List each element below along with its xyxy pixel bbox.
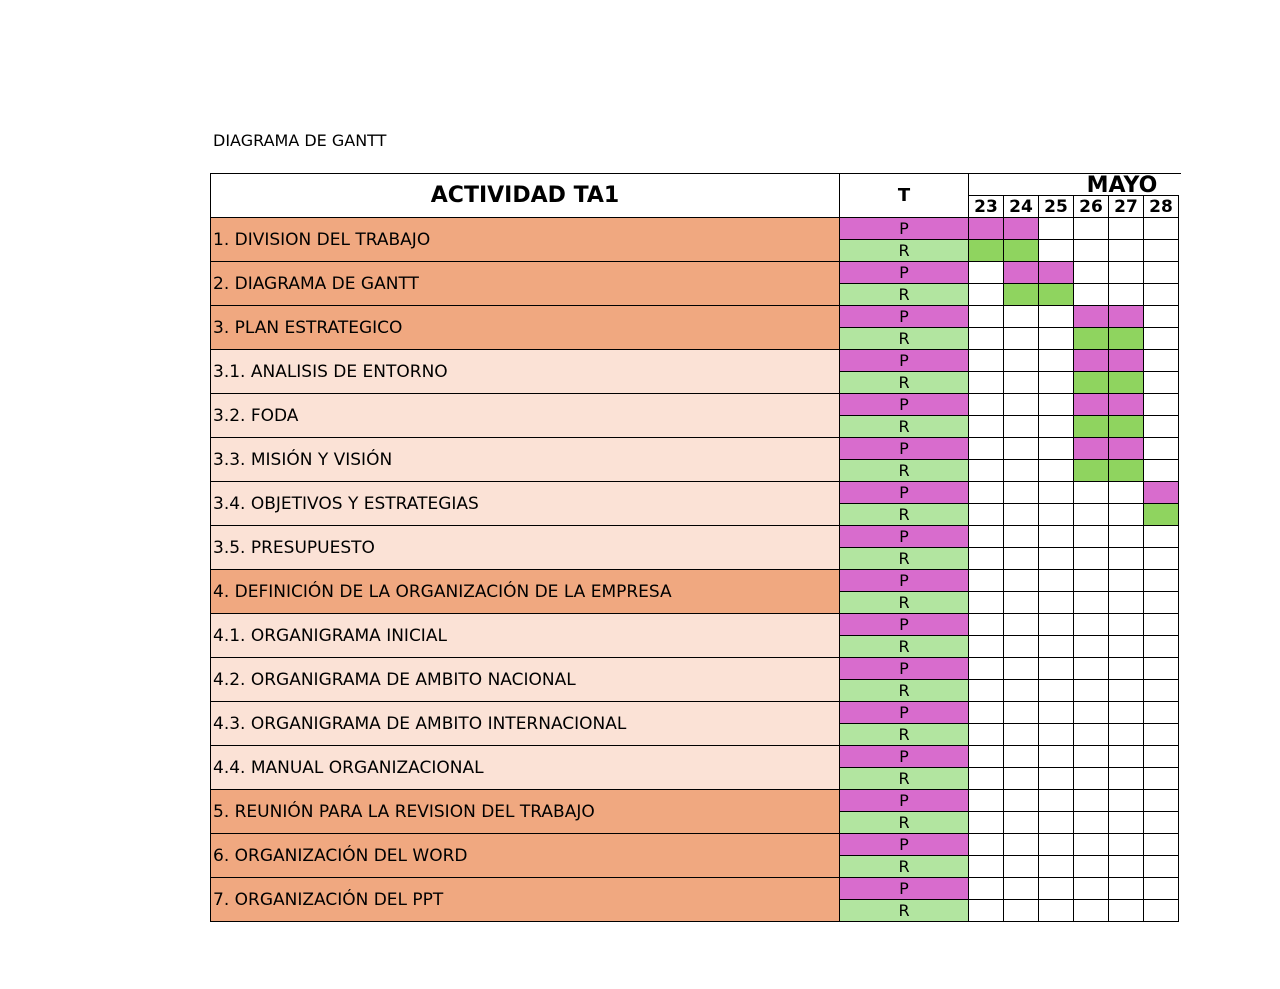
plan-day-cell-26 (1073, 349, 1109, 372)
real-day-cell-28 (1143, 767, 1179, 790)
real-day-cell-24 (1003, 767, 1039, 790)
real-day-cell-26 (1073, 723, 1109, 746)
real-day-cell-24 (1003, 855, 1039, 878)
plan-day-cell-27 (1108, 745, 1144, 768)
activity-row-label: 4.3. ORGANIGRAMA DE AMBITO INTERNACIONAL (210, 701, 840, 746)
plan-day-cell-28 (1143, 305, 1179, 328)
real-day-cell-25 (1038, 679, 1074, 702)
real-day-cell-27 (1108, 591, 1144, 614)
real-day-cell-24 (1003, 591, 1039, 614)
real-day-cell-28 (1143, 459, 1179, 482)
real-day-cell-24 (1003, 679, 1039, 702)
activity-row-label: 4. DEFINICIÓN DE LA ORGANIZACIÓN DE LA EMPRESA (210, 569, 840, 614)
real-day-cell-26 (1073, 283, 1109, 306)
plan-day-cell-24 (1003, 393, 1039, 416)
real-day-cell-26 (1073, 371, 1109, 394)
real-day-cell-27 (1108, 459, 1144, 482)
real-day-cell-27 (1108, 503, 1144, 526)
plan-day-cell-23 (968, 569, 1004, 592)
plan-day-cell-23 (968, 833, 1004, 856)
plan-day-cell-23 (968, 481, 1004, 504)
real-indicator: R (839, 679, 969, 702)
real-day-cell-27 (1108, 723, 1144, 746)
real-day-cell-26 (1073, 811, 1109, 834)
plan-day-cell-23 (968, 305, 1004, 328)
plan-indicator: P (839, 349, 969, 372)
plan-day-cell-25 (1038, 745, 1074, 768)
plan-day-cell-26 (1073, 833, 1109, 856)
activity-row-label: 4.2. ORGANIGRAMA DE AMBITO NACIONAL (210, 657, 840, 702)
plan-day-cell-25 (1038, 657, 1074, 680)
plan-day-cell-26 (1073, 481, 1109, 504)
real-day-cell-25 (1038, 767, 1074, 790)
activity-row-label: 3.3. MISIÓN Y VISIÓN (210, 437, 840, 482)
day-header-26: 26 (1073, 195, 1109, 218)
real-day-cell-24 (1003, 547, 1039, 570)
plan-day-cell-28 (1143, 393, 1179, 416)
plan-day-cell-24 (1003, 437, 1039, 460)
real-indicator: R (839, 327, 969, 350)
real-day-cell-28 (1143, 679, 1179, 702)
real-day-cell-26 (1073, 459, 1109, 482)
plan-day-cell-25 (1038, 261, 1074, 284)
plan-day-cell-27 (1108, 349, 1144, 372)
plan-day-cell-27 (1108, 525, 1144, 548)
real-day-cell-23 (968, 239, 1004, 262)
plan-day-cell-28 (1143, 877, 1179, 900)
real-day-cell-27 (1108, 547, 1144, 570)
real-day-cell-27 (1108, 855, 1144, 878)
real-day-cell-25 (1038, 371, 1074, 394)
plan-day-cell-24 (1003, 305, 1039, 328)
real-day-cell-23 (968, 459, 1004, 482)
real-day-cell-28 (1143, 327, 1179, 350)
plan-day-cell-26 (1073, 877, 1109, 900)
plan-day-cell-28 (1143, 437, 1179, 460)
real-day-cell-25 (1038, 283, 1074, 306)
plan-day-cell-24 (1003, 481, 1039, 504)
real-day-cell-23 (968, 855, 1004, 878)
real-day-cell-27 (1108, 327, 1144, 350)
plan-indicator: P (839, 261, 969, 284)
real-day-cell-28 (1143, 635, 1179, 658)
plan-day-cell-24 (1003, 657, 1039, 680)
plan-day-cell-26 (1073, 569, 1109, 592)
plan-day-cell-23 (968, 789, 1004, 812)
plan-indicator: P (839, 789, 969, 812)
plan-day-cell-26 (1073, 305, 1109, 328)
real-day-cell-24 (1003, 899, 1039, 922)
activity-row-label: 7. ORGANIZACIÓN DEL PPT (210, 877, 840, 922)
real-day-cell-26 (1073, 415, 1109, 438)
real-day-cell-23 (968, 767, 1004, 790)
real-day-cell-23 (968, 591, 1004, 614)
real-day-cell-26 (1073, 679, 1109, 702)
real-day-cell-23 (968, 547, 1004, 570)
plan-day-cell-26 (1073, 393, 1109, 416)
plan-day-cell-25 (1038, 789, 1074, 812)
plan-indicator: P (839, 525, 969, 548)
plan-day-cell-23 (968, 349, 1004, 372)
real-day-cell-27 (1108, 239, 1144, 262)
plan-day-cell-28 (1143, 657, 1179, 680)
plan-day-cell-28 (1143, 569, 1179, 592)
plan-day-cell-23 (968, 393, 1004, 416)
real-day-cell-25 (1038, 415, 1074, 438)
activity-row-label: 3.4. OBJETIVOS Y ESTRATEGIAS (210, 481, 840, 526)
plan-indicator: P (839, 569, 969, 592)
real-day-cell-28 (1143, 283, 1179, 306)
activity-row-label: 6. ORGANIZACIÓN DEL WORD (210, 833, 840, 878)
plan-day-cell-28 (1143, 789, 1179, 812)
plan-day-cell-25 (1038, 437, 1074, 460)
plan-indicator: P (839, 393, 969, 416)
plan-day-cell-24 (1003, 569, 1039, 592)
plan-day-cell-23 (968, 657, 1004, 680)
plan-indicator: P (839, 701, 969, 724)
activity-row-label: 5. REUNIÓN PARA LA REVISION DEL TRABAJO (210, 789, 840, 834)
real-day-cell-28 (1143, 899, 1179, 922)
real-day-cell-27 (1108, 899, 1144, 922)
plan-day-cell-28 (1143, 613, 1179, 636)
plan-day-cell-25 (1038, 525, 1074, 548)
real-day-cell-23 (968, 899, 1004, 922)
day-header-24: 24 (1003, 195, 1039, 218)
real-day-cell-24 (1003, 811, 1039, 834)
real-indicator: R (839, 723, 969, 746)
plan-day-cell-25 (1038, 349, 1074, 372)
plan-day-cell-27 (1108, 305, 1144, 328)
real-indicator: R (839, 459, 969, 482)
real-day-cell-28 (1143, 855, 1179, 878)
month-header: MAYO (968, 173, 1181, 197)
plan-day-cell-24 (1003, 833, 1039, 856)
real-day-cell-26 (1073, 899, 1109, 922)
activity-row-label: 3.1. ANALISIS DE ENTORNO (210, 349, 840, 394)
real-day-cell-24 (1003, 371, 1039, 394)
plan-day-cell-28 (1143, 349, 1179, 372)
real-day-cell-26 (1073, 591, 1109, 614)
gantt-table-viewport (210, 173, 1181, 920)
plan-day-cell-25 (1038, 613, 1074, 636)
day-header-23: 23 (968, 195, 1004, 218)
real-day-cell-23 (968, 723, 1004, 746)
plan-day-cell-26 (1073, 217, 1109, 240)
real-day-cell-28 (1143, 239, 1179, 262)
plan-day-cell-24 (1003, 525, 1039, 548)
real-day-cell-27 (1108, 679, 1144, 702)
real-day-cell-24 (1003, 635, 1039, 658)
plan-day-cell-23 (968, 745, 1004, 768)
plan-day-cell-28 (1143, 261, 1179, 284)
plan-day-cell-24 (1003, 877, 1039, 900)
gantt-table (210, 173, 1181, 953)
plan-day-cell-27 (1108, 657, 1144, 680)
plan-indicator: P (839, 481, 969, 504)
plan-day-cell-28 (1143, 481, 1179, 504)
plan-day-cell-26 (1073, 789, 1109, 812)
real-day-cell-27 (1108, 283, 1144, 306)
real-day-cell-23 (968, 503, 1004, 526)
real-day-cell-25 (1038, 459, 1074, 482)
plan-day-cell-24 (1003, 217, 1039, 240)
real-day-cell-24 (1003, 239, 1039, 262)
plan-day-cell-27 (1108, 217, 1144, 240)
real-day-cell-25 (1038, 855, 1074, 878)
real-day-cell-25 (1038, 899, 1074, 922)
real-indicator: R (839, 855, 969, 878)
plan-day-cell-27 (1108, 481, 1144, 504)
plan-day-cell-25 (1038, 569, 1074, 592)
real-day-cell-23 (968, 635, 1004, 658)
plan-day-cell-28 (1143, 525, 1179, 548)
real-day-cell-25 (1038, 811, 1074, 834)
activity-row-label: 3.5. PRESUPUESTO (210, 525, 840, 570)
real-day-cell-24 (1003, 503, 1039, 526)
real-indicator: R (839, 503, 969, 526)
type-column-header: T (839, 173, 969, 218)
activity-row-label: 4.4. MANUAL ORGANIZACIONAL (210, 745, 840, 790)
real-day-cell-23 (968, 327, 1004, 350)
real-day-cell-24 (1003, 327, 1039, 350)
real-day-cell-23 (968, 679, 1004, 702)
plan-day-cell-27 (1108, 437, 1144, 460)
real-day-cell-25 (1038, 239, 1074, 262)
real-day-cell-24 (1003, 415, 1039, 438)
plan-day-cell-23 (968, 613, 1004, 636)
plan-day-cell-25 (1038, 305, 1074, 328)
plan-day-cell-26 (1073, 613, 1109, 636)
real-day-cell-26 (1073, 547, 1109, 570)
real-day-cell-23 (968, 811, 1004, 834)
real-day-cell-27 (1108, 811, 1144, 834)
real-day-cell-25 (1038, 591, 1074, 614)
real-day-cell-27 (1108, 767, 1144, 790)
plan-day-cell-25 (1038, 877, 1074, 900)
plan-indicator: P (839, 833, 969, 856)
plan-day-cell-28 (1143, 833, 1179, 856)
activity-row-label: 1. DIVISION DEL TRABAJO (210, 217, 840, 262)
plan-day-cell-27 (1108, 261, 1144, 284)
real-day-cell-28 (1143, 723, 1179, 746)
plan-day-cell-26 (1073, 525, 1109, 548)
real-indicator: R (839, 415, 969, 438)
day-header-25: 25 (1038, 195, 1074, 218)
plan-day-cell-26 (1073, 437, 1109, 460)
real-indicator: R (839, 899, 969, 922)
plan-indicator: P (839, 613, 969, 636)
real-day-cell-25 (1038, 547, 1074, 570)
real-day-cell-24 (1003, 459, 1039, 482)
plan-day-cell-27 (1108, 569, 1144, 592)
real-day-cell-28 (1143, 547, 1179, 570)
plan-day-cell-26 (1073, 701, 1109, 724)
document-title: DIAGRAMA DE GANTT (213, 131, 387, 150)
plan-day-cell-24 (1003, 261, 1039, 284)
real-day-cell-28 (1143, 415, 1179, 438)
real-indicator: R (839, 811, 969, 834)
real-day-cell-23 (968, 283, 1004, 306)
plan-day-cell-25 (1038, 701, 1074, 724)
plan-indicator: P (839, 217, 969, 240)
plan-day-cell-25 (1038, 481, 1074, 504)
real-indicator: R (839, 635, 969, 658)
real-day-cell-26 (1073, 327, 1109, 350)
plan-day-cell-28 (1143, 217, 1179, 240)
activity-row-label: 4.1. ORGANIGRAMA INICIAL (210, 613, 840, 658)
real-day-cell-26 (1073, 503, 1109, 526)
plan-day-cell-27 (1108, 877, 1144, 900)
real-day-cell-26 (1073, 767, 1109, 790)
real-day-cell-24 (1003, 283, 1039, 306)
real-day-cell-25 (1038, 723, 1074, 746)
real-indicator: R (839, 591, 969, 614)
plan-day-cell-25 (1038, 833, 1074, 856)
plan-indicator: P (839, 877, 969, 900)
real-day-cell-24 (1003, 723, 1039, 746)
plan-day-cell-27 (1108, 701, 1144, 724)
real-indicator: R (839, 283, 969, 306)
real-indicator: R (839, 767, 969, 790)
real-day-cell-28 (1143, 811, 1179, 834)
activity-row-label: 3. PLAN ESTRATEGICO (210, 305, 840, 350)
real-day-cell-28 (1143, 591, 1179, 614)
plan-day-cell-25 (1038, 393, 1074, 416)
plan-day-cell-24 (1003, 701, 1039, 724)
plan-day-cell-23 (968, 877, 1004, 900)
plan-day-cell-24 (1003, 745, 1039, 768)
plan-day-cell-24 (1003, 613, 1039, 636)
real-indicator: R (839, 371, 969, 394)
plan-day-cell-26 (1073, 745, 1109, 768)
plan-day-cell-24 (1003, 349, 1039, 372)
plan-day-cell-23 (968, 701, 1004, 724)
real-day-cell-27 (1108, 371, 1144, 394)
plan-day-cell-27 (1108, 833, 1144, 856)
plan-day-cell-24 (1003, 789, 1039, 812)
plan-day-cell-23 (968, 217, 1004, 240)
plan-indicator: P (839, 305, 969, 328)
plan-day-cell-28 (1143, 745, 1179, 768)
plan-day-cell-26 (1073, 261, 1109, 284)
activity-row-label: 3.2. FODA (210, 393, 840, 438)
plan-day-cell-27 (1108, 613, 1144, 636)
activity-row-label: 2. DIAGRAMA DE GANTT (210, 261, 840, 306)
activity-column-header: ACTIVIDAD TA1 (210, 173, 840, 218)
real-indicator: R (839, 547, 969, 570)
plan-day-cell-28 (1143, 701, 1179, 724)
plan-indicator: P (839, 745, 969, 768)
real-indicator: R (839, 239, 969, 262)
real-day-cell-26 (1073, 239, 1109, 262)
real-day-cell-25 (1038, 503, 1074, 526)
plan-day-cell-23 (968, 525, 1004, 548)
plan-day-cell-27 (1108, 393, 1144, 416)
real-day-cell-26 (1073, 635, 1109, 658)
real-day-cell-25 (1038, 327, 1074, 350)
real-day-cell-27 (1108, 635, 1144, 658)
real-day-cell-26 (1073, 855, 1109, 878)
plan-indicator: P (839, 657, 969, 680)
real-day-cell-27 (1108, 415, 1144, 438)
plan-day-cell-23 (968, 437, 1004, 460)
plan-day-cell-26 (1073, 657, 1109, 680)
plan-indicator: P (839, 437, 969, 460)
day-header-27: 27 (1108, 195, 1144, 218)
real-day-cell-28 (1143, 503, 1179, 526)
real-day-cell-25 (1038, 635, 1074, 658)
plan-day-cell-27 (1108, 789, 1144, 812)
day-header-28: 28 (1143, 195, 1179, 218)
plan-day-cell-23 (968, 261, 1004, 284)
real-day-cell-23 (968, 371, 1004, 394)
real-day-cell-23 (968, 415, 1004, 438)
plan-day-cell-25 (1038, 217, 1074, 240)
real-day-cell-28 (1143, 371, 1179, 394)
